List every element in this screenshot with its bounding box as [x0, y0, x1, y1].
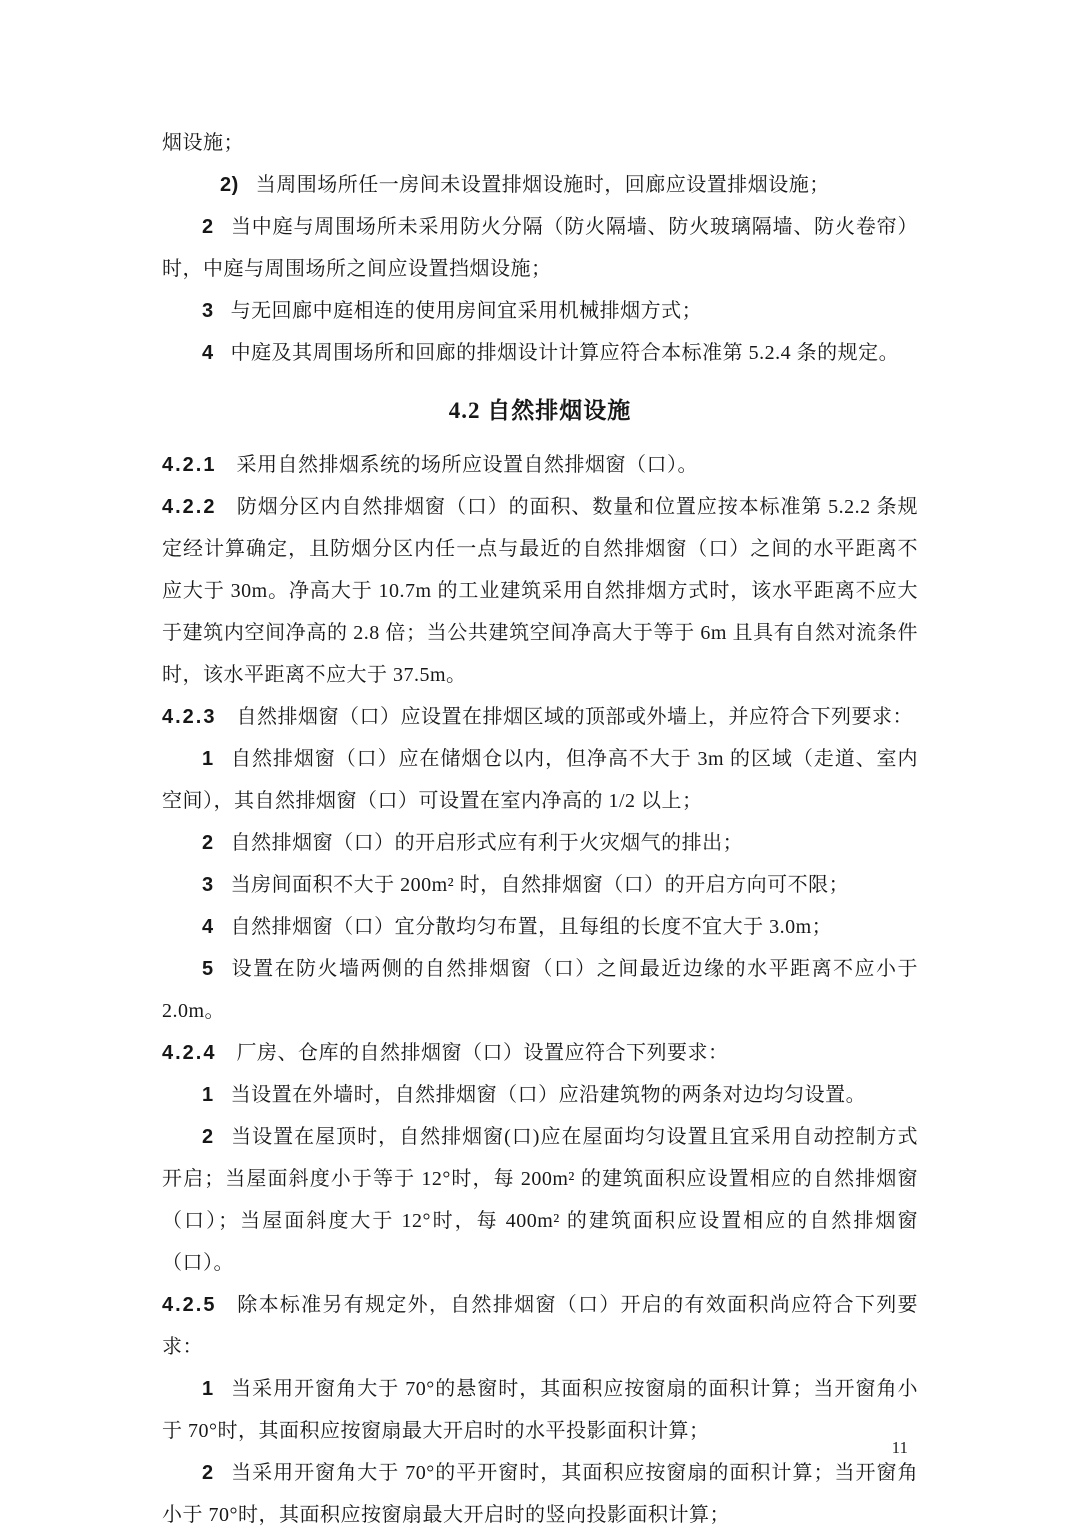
clause-number: 1 — [202, 748, 214, 770]
clause-number: 2 — [202, 1462, 214, 1484]
clause-text: 采用自然排烟系统的场所应设置自然排烟窗（口）。 — [236, 454, 698, 476]
clause-subitem-2 — [162, 164, 918, 206]
clause-number: 2) — [220, 174, 239, 196]
clause-item-4 — [162, 332, 918, 374]
clause-number: 2 — [202, 1126, 214, 1148]
clause-number: 4.2.3 — [162, 706, 217, 728]
clause-number: 3 — [202, 874, 214, 896]
clause-number: 4 — [202, 342, 214, 364]
clause-text: 厂房、仓库的自然排烟窗（口）设置应符合下列要求： — [236, 1042, 729, 1064]
clause-number: 4.2.2 — [162, 496, 217, 518]
clause-text: 当采用开窗角大于 70°的平开窗时，其面积应按窗扇的面积计算；当开窗角小于 70°时，其面积应按窗扇最大开启时的竖向投影面积计算； — [162, 1462, 918, 1526]
clause-number: 3 — [202, 300, 214, 322]
clause-4-2-4-item-1 — [162, 1074, 918, 1116]
clause-number: 5 — [202, 958, 214, 980]
clause-4-2-3-item-3 — [162, 864, 918, 906]
clause-text: 自然排烟窗（口）宜分散均匀布置，且每组的长度不宜大于 3.0m； — [230, 916, 833, 938]
clause-4-2-3-item-4 — [162, 906, 918, 948]
clause-number: 1 — [202, 1084, 214, 1106]
clause-text: 自然排烟窗（口）的开启形式应有利于火灾烟气的排出； — [230, 832, 744, 854]
clause-text: 自然排烟窗（口）应设置在排烟区域的顶部或外墙上，并应符合下列要求： — [236, 706, 913, 728]
section-heading: 4.2 自然排烟设施 — [448, 398, 632, 423]
clause-text: 当设置在屋顶时，自然排烟窗(口)应在屋面均匀设置且宜采用自动控制方式开启；当屋面斜度小于等于 12°时，每 200m² 的建筑面积应设置相应的自然排烟窗（口）；当屋面斜度大于 12°时，每 400m² 的建筑面积应设置相应的自然排烟窗（口）。 — [162, 1126, 918, 1274]
clause-text: 设置在防火墙两侧的自然排烟窗（口）之间最近边缘的水平距离不应小于 2.0m。 — [162, 958, 918, 1022]
clause-4-2-5-item-1 — [162, 1368, 918, 1452]
clause-4-2-4-item-2 — [162, 1116, 918, 1284]
clause-number: 4.2.5 — [162, 1294, 217, 1316]
clause-number: 4 — [202, 916, 214, 938]
clause-4-2-3-item-5 — [162, 948, 918, 1032]
clause-number: 2 — [202, 216, 214, 238]
clause-4-2-3-item-1 — [162, 738, 918, 822]
clause-number: 4.2.4 — [162, 1042, 217, 1064]
clause-4-2-3 — [162, 696, 918, 738]
clause-text: 防烟分区内自然排烟窗（口）的面积、数量和位置应按本标准第 5.2.2 条规定经计算确定，且防烟分区内任一点与最近的自然排烟窗（口）之间的水平距离不应大于 30m。净高大于 10.7m 的工业建筑采用自然排烟方式时，该水平距离不应大于建筑内空间净高的 2.8 倍；当公共建筑空间净高大于等于 6m 且具有自然对流条件时，该水平距离不应大于 37.5m。 — [162, 496, 918, 686]
clause-4-2-5-item-2 — [162, 1452, 918, 1527]
clause-4-2-3-item-2 — [162, 822, 918, 864]
clause-text: 当房间面积不大于 200m² 时，自然排烟窗（口）的开启方向可不限； — [230, 874, 850, 896]
clause-4-2-5 — [162, 1284, 918, 1368]
page-number: 11 — [891, 1438, 908, 1457]
clause-text: 当采用开窗角大于 70°的悬窗时，其面积应按窗扇的面积计算；当开窗角小于 70°时，其面积应按窗扇最大开启时的水平投影面积计算； — [162, 1378, 918, 1442]
clause-text: 当中庭与周围场所未采用防火分隔（防火隔墙、防火玻璃隔墙、防火卷帘）时，中庭与周围场所之间应设置挡烟设施； — [162, 216, 918, 280]
clause-item-2 — [162, 206, 918, 290]
clause-item-3 — [162, 290, 918, 332]
clause-text: 除本标准另有规定外，自然排烟窗（口）开启的有效面积尚应符合下列要求： — [162, 1294, 918, 1358]
clause-text: 烟设施； — [162, 132, 244, 154]
clause-text: 中庭及其周围场所和回廊的排烟设计计算应符合本标准第 5.2.4 条的规定。 — [230, 342, 900, 364]
clause-number: 4.2.1 — [162, 454, 217, 476]
clause-number: 2 — [202, 832, 214, 854]
clause-text: 当周围场所任一房间未设置排烟设施时，回廊应设置排烟设施； — [255, 174, 830, 196]
clause-number: 1 — [202, 1378, 214, 1400]
clause-text: 与无回廊中庭相连的使用房间宜采用机械排烟方式； — [230, 300, 703, 322]
clause-text: 当设置在外墙时，自然排烟窗（口）应沿建筑物的两条对边均匀设置。 — [230, 1084, 867, 1106]
clause-4-2-2 — [162, 486, 918, 696]
clause-4-2-1 — [162, 444, 918, 486]
clause-4-2-4 — [162, 1032, 918, 1074]
clause-continuation — [162, 122, 918, 164]
clause-text: 自然排烟窗（口）应在储烟仓以内，但净高不大于 3m 的区域（走道、室内空间），其自然排烟窗（口）可设置在室内净高的 1/2 以上； — [162, 748, 918, 812]
